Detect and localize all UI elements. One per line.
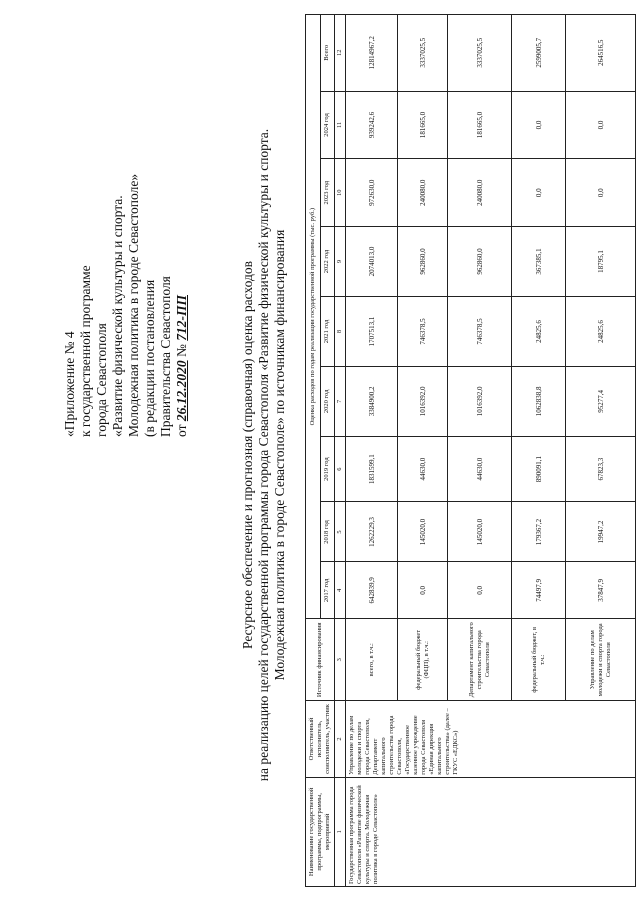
value-cell: 181665,0 [398,91,448,159]
source-cell: федеральный бюджет (ФЦП), в т.ч.: [398,619,448,701]
header-estimate: Оценка расходов по годам реализации государственной программы (тыс. руб.) [306,15,321,619]
header-source: Источник финансирования [306,619,335,701]
index-cell: 6 [335,436,346,502]
appendix-block [62,37,190,437]
index-cell: 2 [335,701,346,777]
title-line-2: на реализацию целей государственной программы города Севастополя «Развитие физической культуры и спорта. [256,128,271,782]
appendix-date-line [174,37,190,437]
source-cell: Департамент капитального строительства города Севастополя [448,619,512,701]
value-cell: 3384900,2 [346,366,398,436]
value-cell: 0,0 [512,159,566,227]
value-cell: 1016392,0 [398,366,448,436]
header-year: 2021 год [320,296,335,366]
appendix-line: «Развитие физической культуры и спорта. [110,195,125,437]
value-cell: 1016392,0 [448,366,512,436]
value-cell: 12814967,2 [346,15,398,92]
title-line-1: Ресурсное обеспечение и прогнозная (справочная) оценка расходов [240,261,255,649]
source-cell: всего, в т.ч.: [346,619,398,701]
index-cell: 9 [335,227,346,297]
value-cell: 1707513,1 [346,296,398,366]
value-cell: 0,0 [566,159,636,227]
value-cell: 24825,6 [512,296,566,366]
table-row [346,15,398,887]
value-cell: 2074013,0 [346,227,398,297]
value-cell: 746378,5 [448,296,512,366]
value-cell: 67823,3 [566,436,636,502]
appendix-line: города Севастополя [94,323,109,437]
header-total: Всего [320,15,335,92]
index-cell: 7 [335,366,346,436]
value-cell: 19947,2 [566,502,636,562]
header-executor: Ответственный исполнитель, соисполнитель, участник [306,701,335,777]
header-year: 2024 год [320,91,335,159]
value-cell: 264516,5 [566,15,636,92]
value-cell: 145020,0 [398,502,448,562]
value-cell: 642839,9 [346,562,398,619]
index-cell: 4 [335,562,346,619]
document-page [0,5,640,905]
value-cell: 367385,1 [512,227,566,297]
resolution-number: 712-ПП [174,295,189,341]
source-cell: федеральный бюджет, в т.ч.: [512,619,566,701]
value-cell: 37847,9 [566,562,636,619]
value-cell: 3337025,5 [448,15,512,92]
source-cell: Управление по делам молодежи и спорта города Севастополя [566,619,636,701]
header-year: 2020 год [320,366,335,436]
value-cell: 1831599,1 [346,436,398,502]
number-prefix: № [174,344,189,358]
program-name-cell: Государственная программа города Севастополя «Развитие физической культуры и спорта. Молодежная политика в городе Севастополе» [346,777,636,886]
appendix-line: Молодежная политика в городе Севастополе» [126,173,141,437]
value-cell: 74497,9 [512,562,566,619]
index-cell: 8 [335,296,346,366]
appendix-line: Правительства Севастополя [158,276,173,437]
value-cell: 44630,0 [448,436,512,502]
value-cell: 2599005,7 [512,15,566,92]
value-cell: 890091,1 [512,436,566,502]
value-cell: 962860,0 [398,227,448,297]
executor-cell: Управление по делам молодежи и спорта города Севастополя, Департамент капитального строительства города Севастополя, «Государственное казенное учреждение города Севастополя «Единая дирекция капитального строительства» (далее – ГКУС «ЕДКС») [346,701,636,777]
value-cell: 181665,0 [448,91,512,159]
value-cell: 179367,2 [512,502,566,562]
value-cell: 24825,6 [566,296,636,366]
index-cell: 10 [335,159,346,227]
header-name: Наименование государственной программы, подпрограммы, мероприятий [306,777,335,886]
header-year: 2019 год [320,436,335,502]
value-cell: 240080,0 [398,159,448,227]
index-cell: 3 [335,619,346,701]
value-cell: 972630,0 [346,159,398,227]
title-line-3: Молодежная политика в городе Севастополе» по источникам финансирования [272,229,287,681]
header-year: 2017 год [320,562,335,619]
date-prefix: от [174,424,189,437]
value-cell: 0,0 [398,562,448,619]
value-cell: 939242,6 [346,91,398,159]
index-row [335,15,346,887]
value-cell: 240080,0 [448,159,512,227]
header-year: 2018 год [320,502,335,562]
value-cell: 0,0 [512,91,566,159]
index-cell: 5 [335,502,346,562]
value-cell: 962860,0 [448,227,512,297]
value-cell: 145020,0 [448,502,512,562]
document-title [240,5,288,905]
value-cell: 1062838,8 [512,366,566,436]
value-cell: 746378,5 [398,296,448,366]
value-cell: 95277,4 [566,366,636,436]
appendix-line: «Приложение № 4 [62,331,77,437]
appendix-line: (в редакции постановления [142,279,157,437]
value-cell: 0,0 [448,562,512,619]
appendix-line: к государственной программе [78,265,93,437]
index-cell: 11 [335,91,346,159]
value-cell: 44630,0 [398,436,448,502]
value-cell: 0,0 [566,91,636,159]
header-year: 2022 год [320,227,335,297]
resolution-date: 26.12.2020 [174,360,189,422]
header-year: 2023 год [320,159,335,227]
value-cell: 1262229,3 [346,502,398,562]
value-cell: 18795,1 [566,227,636,297]
index-cell: 1 [335,777,346,886]
index-cell: 12 [335,15,346,92]
budget-table [305,14,636,887]
value-cell: 3337025,5 [398,15,448,92]
